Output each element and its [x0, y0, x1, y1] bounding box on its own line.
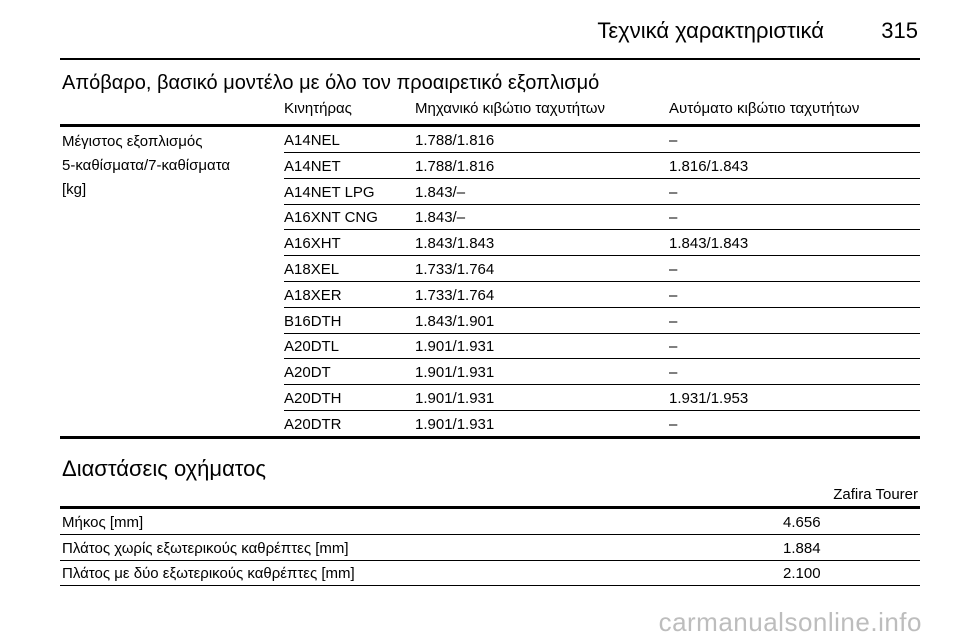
manual-cell: 1.733/1.764	[415, 261, 495, 278]
manual-cell: 1.843/1.901	[415, 312, 495, 330]
table-row	[284, 179, 920, 205]
table-row	[284, 411, 920, 436]
manual-cell: 1.901/1.931	[415, 415, 495, 433]
manual-cell: 1.733/1.764	[415, 286, 495, 304]
dimension-label: Μήκος [mm]	[62, 514, 144, 531]
watermark: carmanualsonline.info	[658, 607, 922, 637]
manual-cell: 1.901/1.931	[415, 390, 495, 407]
page-number: 315	[881, 18, 918, 43]
table-row	[284, 385, 920, 411]
col-engine-header: Κινητήρας	[284, 100, 352, 117]
dimension-value: 2.100	[783, 565, 821, 582]
table-row	[284, 282, 920, 308]
row-label-line-1: Μέγιστος εξοπλισμός	[62, 133, 203, 150]
automatic-cell: 1.843/1.843	[669, 235, 749, 253]
manual-cell: 1.901/1.931	[415, 364, 495, 382]
col-manual-header: Μηχανικό κιβώτιο ταχυτήτων	[415, 100, 606, 117]
manual-cell: 1.843/–	[415, 209, 466, 227]
col-model-header: Zafira Tourer	[833, 486, 918, 503]
col-automatic-header: Αυτόματο κιβώτιο ταχυτήτων	[669, 100, 860, 117]
row-label-line-3: [kg]	[62, 181, 87, 198]
row-label-line-2: 5-καθίσματα/7-καθίσματα	[62, 157, 231, 174]
dimension-label: Πλάτος με δύο εξωτερικούς καθρέπτες [mm]	[62, 565, 355, 582]
table-row	[60, 560, 920, 586]
automatic-cell: –	[669, 183, 678, 201]
table-row	[284, 230, 920, 256]
automatic-cell: –	[669, 261, 678, 278]
manual-cell: 1.843/–	[415, 183, 466, 201]
engine-cell: A20DTH	[284, 390, 342, 407]
dimensions-section-title: Διαστάσεις οχήματος	[62, 456, 267, 481]
manual-cell: 1.788/1.816	[415, 132, 495, 149]
manual-cell: 1.788/1.816	[415, 157, 495, 175]
dimension-value: 1.884	[783, 539, 821, 557]
table-row	[284, 359, 920, 385]
automatic-cell: –	[669, 209, 678, 227]
automatic-cell: –	[669, 132, 678, 149]
engine-cell: A14NEL	[284, 132, 340, 149]
engine-cell: A18XER	[284, 286, 342, 304]
table-row	[284, 256, 920, 282]
engine-cell: A16XHT	[284, 235, 341, 253]
engine-cell: B16DTH	[284, 312, 342, 330]
engine-cell: A14NET LPG	[284, 183, 375, 201]
automatic-cell: 1.931/1.953	[669, 390, 749, 407]
automatic-cell: 1.816/1.843	[669, 157, 749, 175]
engine-cell: A20DTR	[284, 415, 342, 433]
engine-cell: A16XNT CNG	[284, 209, 378, 227]
page-header	[60, 0, 920, 60]
table-bottom-rule	[60, 436, 920, 439]
engine-cell: A20DTL	[284, 338, 340, 356]
manual-cell: 1.843/1.843	[415, 235, 495, 253]
weights-section-title: Απόβαρο, βασικό μοντέλο με όλο τον προαιρετικό εξοπλισμό	[62, 72, 600, 94]
automatic-cell: –	[669, 338, 678, 356]
table-row	[284, 127, 920, 153]
page-title: Τεχνικά χαρακτηριστικά	[597, 18, 824, 43]
table-row	[284, 333, 920, 359]
table-row	[284, 153, 920, 179]
dimension-value: 4.656	[783, 514, 821, 531]
manual-cell: 1.901/1.931	[415, 338, 495, 356]
automatic-cell: –	[669, 312, 678, 330]
automatic-cell: –	[669, 286, 678, 304]
dimension-label: Πλάτος χωρίς εξωτερικούς καθρέπτες [mm]	[62, 539, 349, 557]
table-row	[60, 509, 920, 535]
table-row	[284, 204, 920, 230]
engine-cell: A20DT	[284, 364, 331, 382]
engine-cell: A14NET	[284, 157, 341, 175]
automatic-cell: –	[669, 364, 678, 382]
table-row	[284, 308, 920, 334]
automatic-cell: –	[669, 415, 678, 433]
engine-cell: A18XEL	[284, 261, 340, 278]
table-row	[60, 535, 920, 561]
